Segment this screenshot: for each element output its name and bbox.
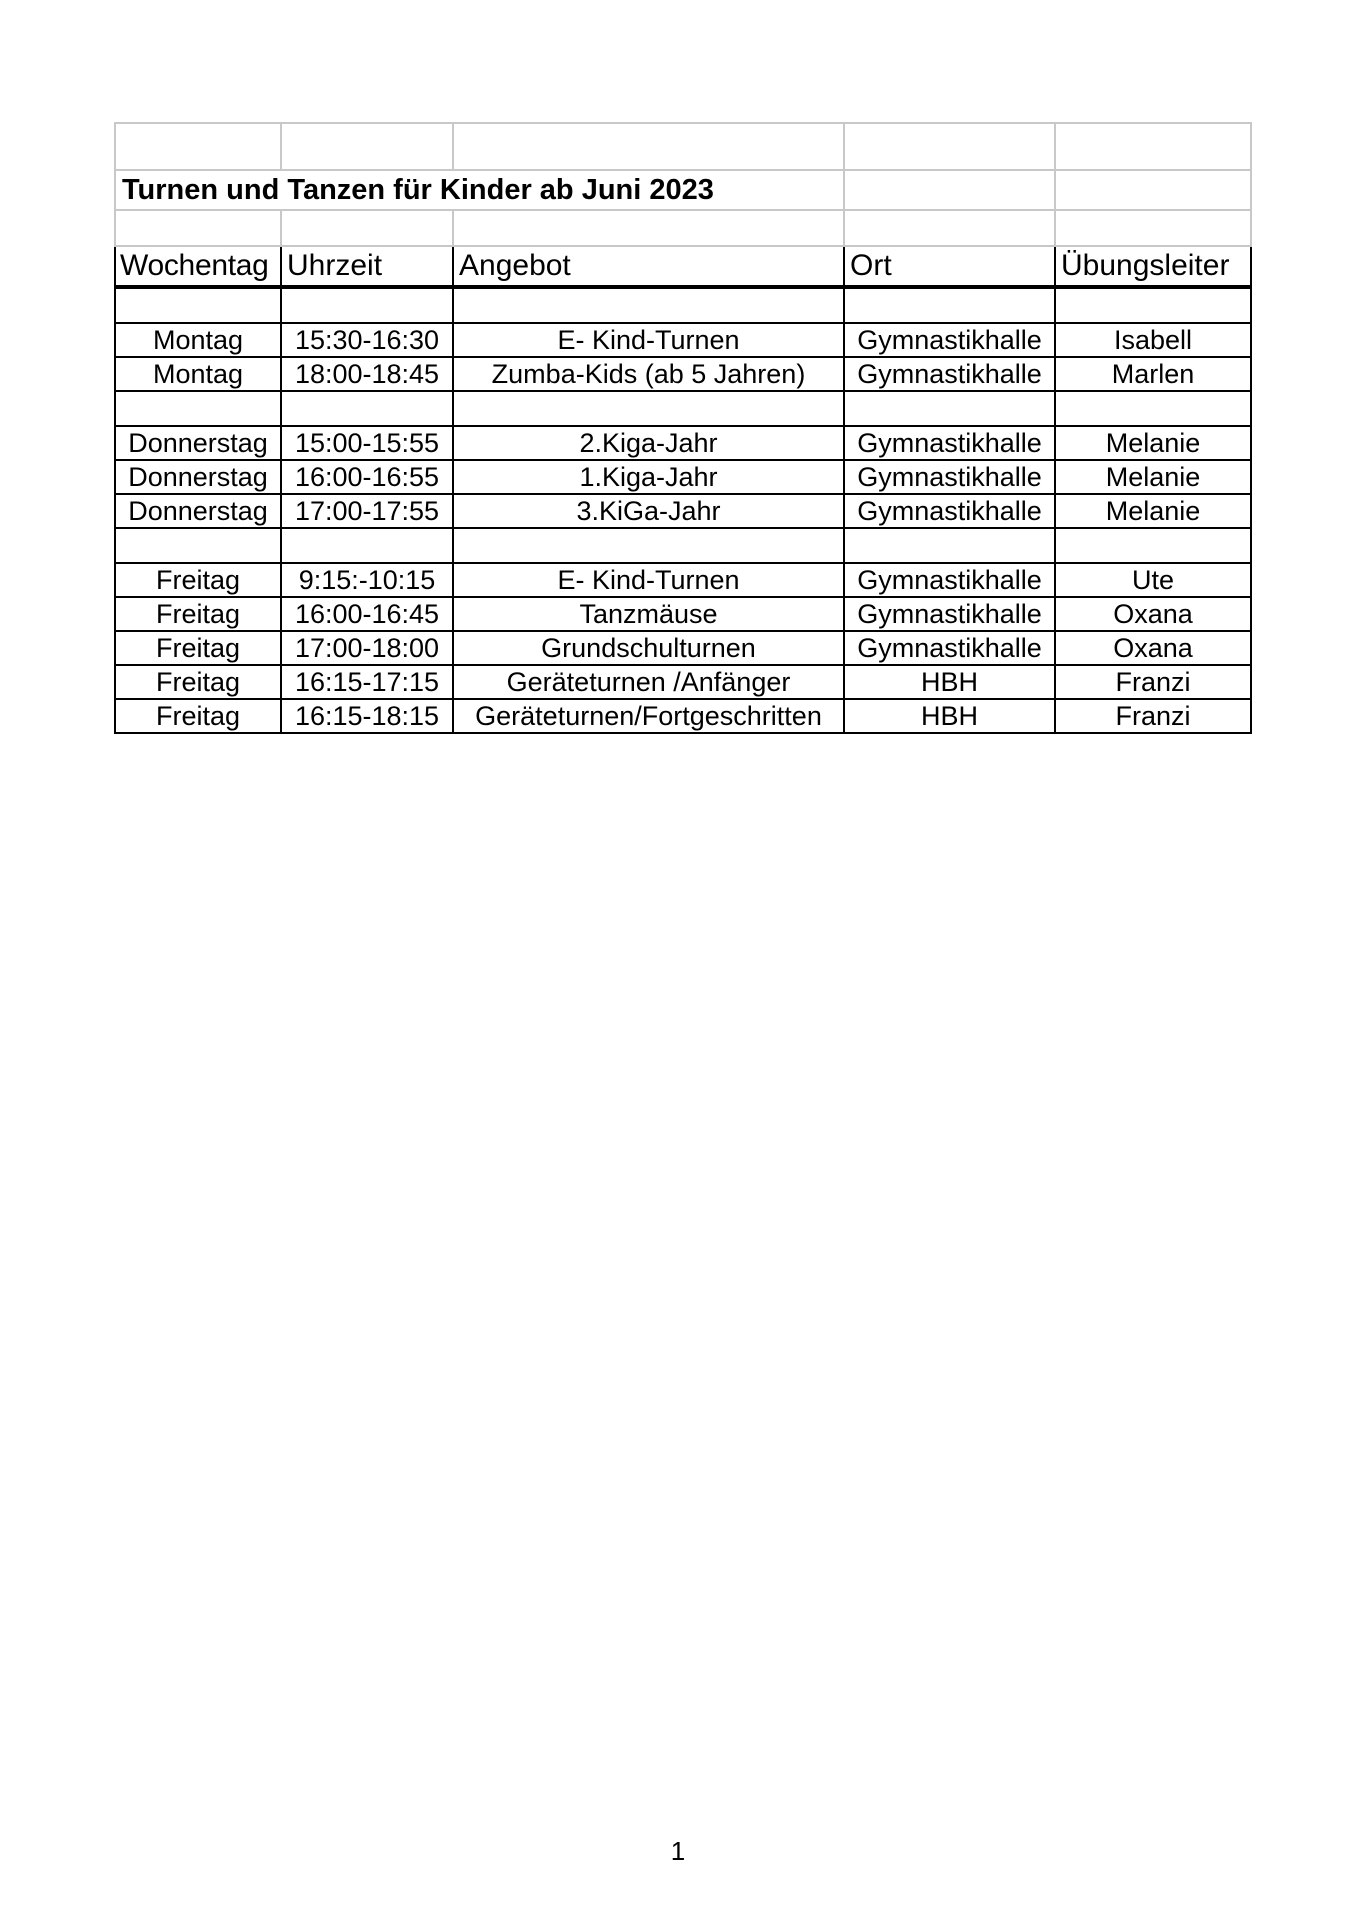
table-cell: Ute <box>1055 563 1251 597</box>
table-cell: 1.Kiga-Jahr <box>453 460 844 494</box>
table-title: Turnen und Tanzen für Kinder ab Juni 2023 <box>115 170 844 210</box>
header-wochentag: Wochentag <box>115 246 281 287</box>
header-uebungsleiter: Übungsleiter <box>1055 246 1251 287</box>
table-cell: Geräteturnen /Anfänger <box>453 665 844 699</box>
blank-row <box>115 287 1251 323</box>
table-cell: 15:30-16:30 <box>281 323 453 357</box>
header-row <box>115 246 1251 287</box>
table-row <box>115 460 1251 494</box>
table-cell: Melanie <box>1055 426 1251 460</box>
table-cell: Gymnastikhalle <box>844 597 1055 631</box>
table-cell: Gymnastikhalle <box>844 460 1055 494</box>
table-cell: Gymnastikhalle <box>844 631 1055 665</box>
table-cell: Freitag <box>115 665 281 699</box>
table-cell: 2.Kiga-Jahr <box>453 426 844 460</box>
table-cell: 9:15:-10:15 <box>281 563 453 597</box>
title-row <box>115 170 1251 210</box>
table-cell: Montag <box>115 357 281 391</box>
table-cell: Melanie <box>1055 494 1251 528</box>
table-row <box>115 665 1251 699</box>
table-cell: Oxana <box>1055 631 1251 665</box>
schedule-table <box>114 122 1252 734</box>
table-cell: Freitag <box>115 597 281 631</box>
table-cell: E- Kind-Turnen <box>453 323 844 357</box>
table-cell: Donnerstag <box>115 426 281 460</box>
empty-grid-row <box>115 123 1251 170</box>
table-cell: 3.KiGa-Jahr <box>453 494 844 528</box>
table-row <box>115 597 1251 631</box>
table-cell: Oxana <box>1055 597 1251 631</box>
table-row <box>115 563 1251 597</box>
blank-row <box>115 391 1251 426</box>
table-row <box>115 323 1251 357</box>
page-number: 1 <box>670 1836 686 1866</box>
table-cell: Franzi <box>1055 665 1251 699</box>
table-cell: Zumba-Kids (ab 5 Jahren) <box>453 357 844 391</box>
table-cell: Freitag <box>115 699 281 733</box>
table-cell: Gymnastikhalle <box>844 563 1055 597</box>
table-cell: Tanzmäuse <box>453 597 844 631</box>
table-cell: E- Kind-Turnen <box>453 563 844 597</box>
header-ort: Ort <box>844 246 1055 287</box>
table-row <box>115 426 1251 460</box>
table-cell: 15:00-15:55 <box>281 426 453 460</box>
table-cell: Freitag <box>115 563 281 597</box>
table-cell: Geräteturnen/Fortgeschritten <box>453 699 844 733</box>
table-cell: Gymnastikhalle <box>844 426 1055 460</box>
table-cell: Marlen <box>1055 357 1251 391</box>
table-cell: Donnerstag <box>115 494 281 528</box>
header-uhrzeit: Uhrzeit <box>281 246 453 287</box>
schedule-sheet <box>114 122 1250 734</box>
table-row <box>115 699 1251 733</box>
table-cell: 16:15-18:15 <box>281 699 453 733</box>
table-cell: 17:00-17:55 <box>281 494 453 528</box>
table-row <box>115 357 1251 391</box>
table-cell: Grundschulturnen <box>453 631 844 665</box>
blank-row <box>115 528 1251 563</box>
table-cell: Gymnastikhalle <box>844 494 1055 528</box>
header-angebot: Angebot <box>453 246 844 287</box>
table-cell: Gymnastikhalle <box>844 357 1055 391</box>
table-cell: Donnerstag <box>115 460 281 494</box>
table-row <box>115 494 1251 528</box>
table-cell: 17:00-18:00 <box>281 631 453 665</box>
table-cell: 16:00-16:55 <box>281 460 453 494</box>
table-cell: HBH <box>844 665 1055 699</box>
table-cell: Franzi <box>1055 699 1251 733</box>
table-cell: 16:00-16:45 <box>281 597 453 631</box>
table-cell: HBH <box>844 699 1055 733</box>
table-cell: Gymnastikhalle <box>844 323 1055 357</box>
table-cell: Melanie <box>1055 460 1251 494</box>
empty-grid-row <box>115 210 1251 246</box>
table-row <box>115 631 1251 665</box>
table-cell: Freitag <box>115 631 281 665</box>
table-cell: Montag <box>115 323 281 357</box>
table-cell: 18:00-18:45 <box>281 357 453 391</box>
table-cell: Isabell <box>1055 323 1251 357</box>
table-cell: 16:15-17:15 <box>281 665 453 699</box>
